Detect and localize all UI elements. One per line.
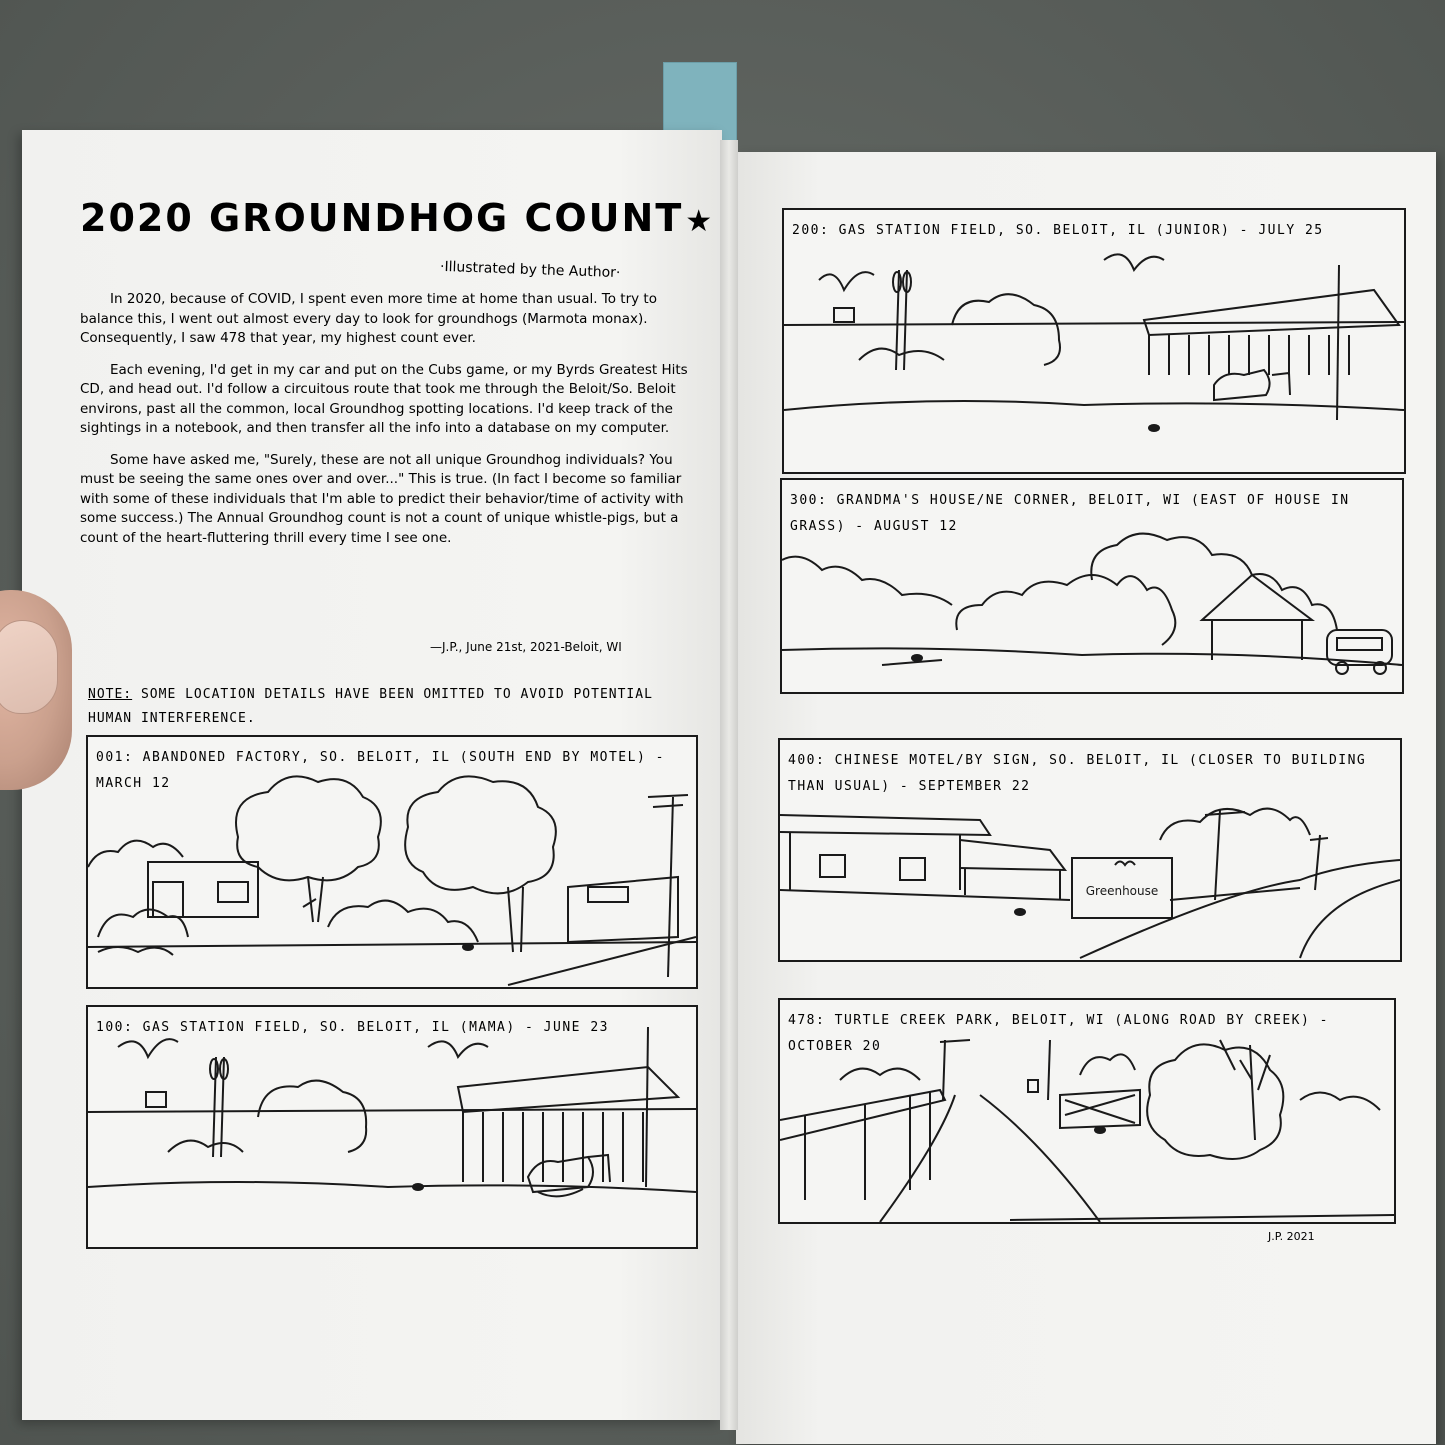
paragraph: Some have asked me, "Surely, these are not all unique Groundhog individuals? You must be seeing the same ones over and over..." This is true. (In fact I become so familiar with some of these individuals that I'm able to predict their behavior/time of activity with some success.) The Annual Groundhog count is not a count of unique whistle-pigs, but a count of the heart-fluttering thrill every time I see one. xyxy=(80,451,684,546)
note-text: SOME LOCATION DETAILS HAVE BEEN OMITTED TO AVOID POTENTIAL HUMAN INTERFERENCE. xyxy=(88,687,653,726)
intro-text xyxy=(80,290,700,560)
paragraph: In 2020, because of COVID, I spent even more time at home than usual. To try to balance this, I went out almost every day to look for groundhogs (Marmota monax). Consequently, I saw 478 that year, my highest count ever. xyxy=(80,291,657,346)
panel-478 xyxy=(778,998,1396,1224)
panel-caption: 300: GRANDMA'S HOUSE/NE CORNER, BELOIT, WI (EAST OF HOUSE IN GRASS) - AUGUST 12 xyxy=(790,493,1350,534)
panel-300 xyxy=(780,478,1404,694)
signature: —J.P., June 21st, 2021-Beloit, WI xyxy=(430,640,622,654)
panel-100 xyxy=(86,1005,698,1249)
panel-caption: 100: GAS STATION FIELD, SO. BELOIT, IL (MAMA) - JUNE 23 xyxy=(96,1020,609,1035)
note xyxy=(88,683,688,731)
panel-caption: 400: CHINESE MOTEL/BY SIGN, SO. BELOIT, IL (CLOSER TO BUILDING THAN USUAL) - SEPTEMBER 22 xyxy=(788,753,1367,794)
panel-caption: 001: ABANDONED FACTORY, SO. BELOIT, IL (SOUTH END BY MOTEL) - MARCH 12 xyxy=(96,750,665,791)
subtitle: ·Illustrated by the Author· xyxy=(439,258,621,282)
gas-station-scene-drawing xyxy=(88,1007,696,1247)
artist-credit: J.P. 2021 xyxy=(1268,1230,1315,1243)
panel-001 xyxy=(86,735,698,989)
panel-caption: 200: GAS STATION FIELD, SO. BELOIT, IL (JUNIOR) - JULY 25 xyxy=(792,223,1324,238)
panel-400 xyxy=(778,738,1402,962)
greenhouse-sign-text: Greenhouse xyxy=(1085,884,1159,898)
paragraph: Each evening, I'd get in my car and put on the Cubs game, or my Byrds Greatest Hits CD, and head out. I'd follow a circuitous route that took me through the Beloit/So. Beloit environs, past all the common, local Groundhog spotting locations. I'd keep track of the sightings in a notebook, and then transfer all the info into a database on my computer. xyxy=(80,361,688,436)
book-gutter xyxy=(720,140,738,1430)
thumbnail-nail xyxy=(0,620,58,714)
panel-200 xyxy=(782,208,1406,474)
page-title: 2020 GROUNDHOG COUNT★ xyxy=(80,196,715,240)
star-icon: ★ xyxy=(685,204,715,239)
note-label: NOTE: xyxy=(88,687,133,702)
gas-station-junior-scene-drawing xyxy=(784,210,1404,472)
panel-caption: 478: TURTLE CREEK PARK, BELOIT, WI (ALONG ROAD BY CREEK) - OCTOBER 20 xyxy=(788,1013,1329,1054)
